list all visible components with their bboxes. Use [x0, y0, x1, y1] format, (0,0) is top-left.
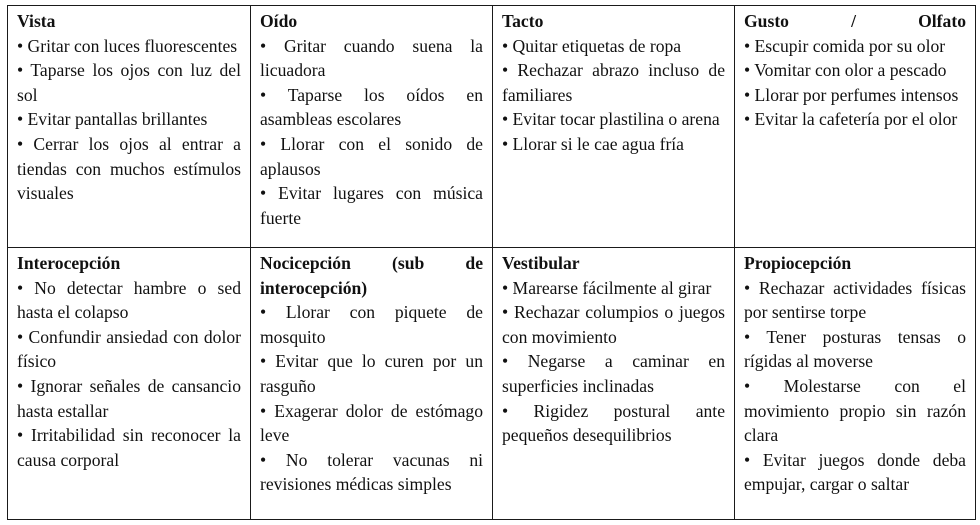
list-item: • Taparse los oídos en asambleas escolares [260, 84, 483, 130]
table-cell-propiocepcion [735, 248, 976, 520]
list-item: • Confundir ansiedad con dolor físico [17, 326, 241, 372]
list-item: • Llorar por perfumes intensos [744, 84, 959, 105]
list-item: • Rechazar abrazo incluso de familiares [502, 60, 725, 105]
list-item: • Negarse a caminar en superficies inclinadas [502, 351, 725, 396]
table-cell-oido [251, 6, 493, 248]
list-item: • Evitar pantallas brillantes [17, 109, 208, 130]
table-cell-vestibular [493, 248, 735, 520]
list-item: • Evitar que lo curen por un rasguño [260, 351, 483, 396]
list-item: • Escupir comida por su olor [744, 35, 946, 56]
list-item: • Evitar juegos donde deba empujar, cargar o saltar [744, 449, 966, 495]
list-item: • Exagerar dolor de estómago leve [260, 400, 483, 446]
cell-title: Oído [260, 11, 298, 31]
list-item: • Llorar si le cae agua fría [502, 133, 684, 154]
table-cell-tacto [493, 6, 735, 248]
list-item: • Llorar con el sonido de aplausos [260, 133, 483, 179]
list-item: • Vomitar con olor a pescado [744, 60, 947, 81]
list-item: • Evitar la cafetería por el olor [744, 109, 958, 130]
list-item: • Gritar cuando suena la licuadora [260, 35, 483, 81]
list-item: • Rechazar actividades físicas por sentirse torpe [744, 277, 966, 323]
list-item: • Cerrar los ojos al entrar a tiendas con muchos estímulos visuales [17, 133, 241, 204]
list-item: • Evitar lugares con música fuerte [260, 183, 483, 228]
cell-title: Propiocepción [744, 253, 852, 273]
list-item: • Evitar tocar plastilina o arena [502, 109, 720, 130]
list-item: • Rigidez postural ante pequeños desequilibrios [502, 400, 725, 446]
list-item: • No tolerar vacunas ni revisiones médicas simples [260, 449, 483, 495]
cell-title: Nocicepción (sub de interocepción) [260, 253, 483, 298]
list-item: • Taparse los ojos con luz del sol [17, 60, 241, 105]
list-item: • Marearse fácilmente al girar [502, 277, 712, 298]
cell-title: Vestibular [502, 253, 580, 273]
list-item: • Rechazar columpios o juegos con movimiento [502, 302, 725, 347]
cell-title: Interocepción [17, 253, 121, 273]
list-item: • Molestarse con el movimiento propio sin razón clara [744, 375, 966, 446]
list-item: • Gritar con luces fluorescentes [17, 35, 238, 56]
table-row [8, 248, 976, 520]
table-cell-nocicepcion [251, 248, 493, 520]
list-item: • Quitar etiquetas de ropa [502, 35, 682, 56]
list-item: • Tener posturas tensas o rígidas al moverse [744, 326, 966, 372]
sensory-table [7, 5, 976, 520]
cell-title: Vista [17, 11, 56, 31]
table-cell-gusto-olfato [735, 6, 976, 248]
table-cell-interocepcion [8, 248, 251, 520]
table-cell-vista [8, 6, 251, 248]
cell-title: Gusto / Olfato [744, 11, 966, 31]
list-item: • Irritabilidad sin reconocer la causa corporal [17, 425, 241, 470]
list-item: • No detectar hambre o sed hasta el colapso [17, 277, 241, 323]
list-item: • Llorar con piquete de mosquito [260, 302, 483, 347]
table-row [8, 6, 976, 248]
list-item: • Ignorar señales de cansancio hasta estallar [17, 375, 241, 421]
cell-title: Tacto [502, 11, 544, 31]
